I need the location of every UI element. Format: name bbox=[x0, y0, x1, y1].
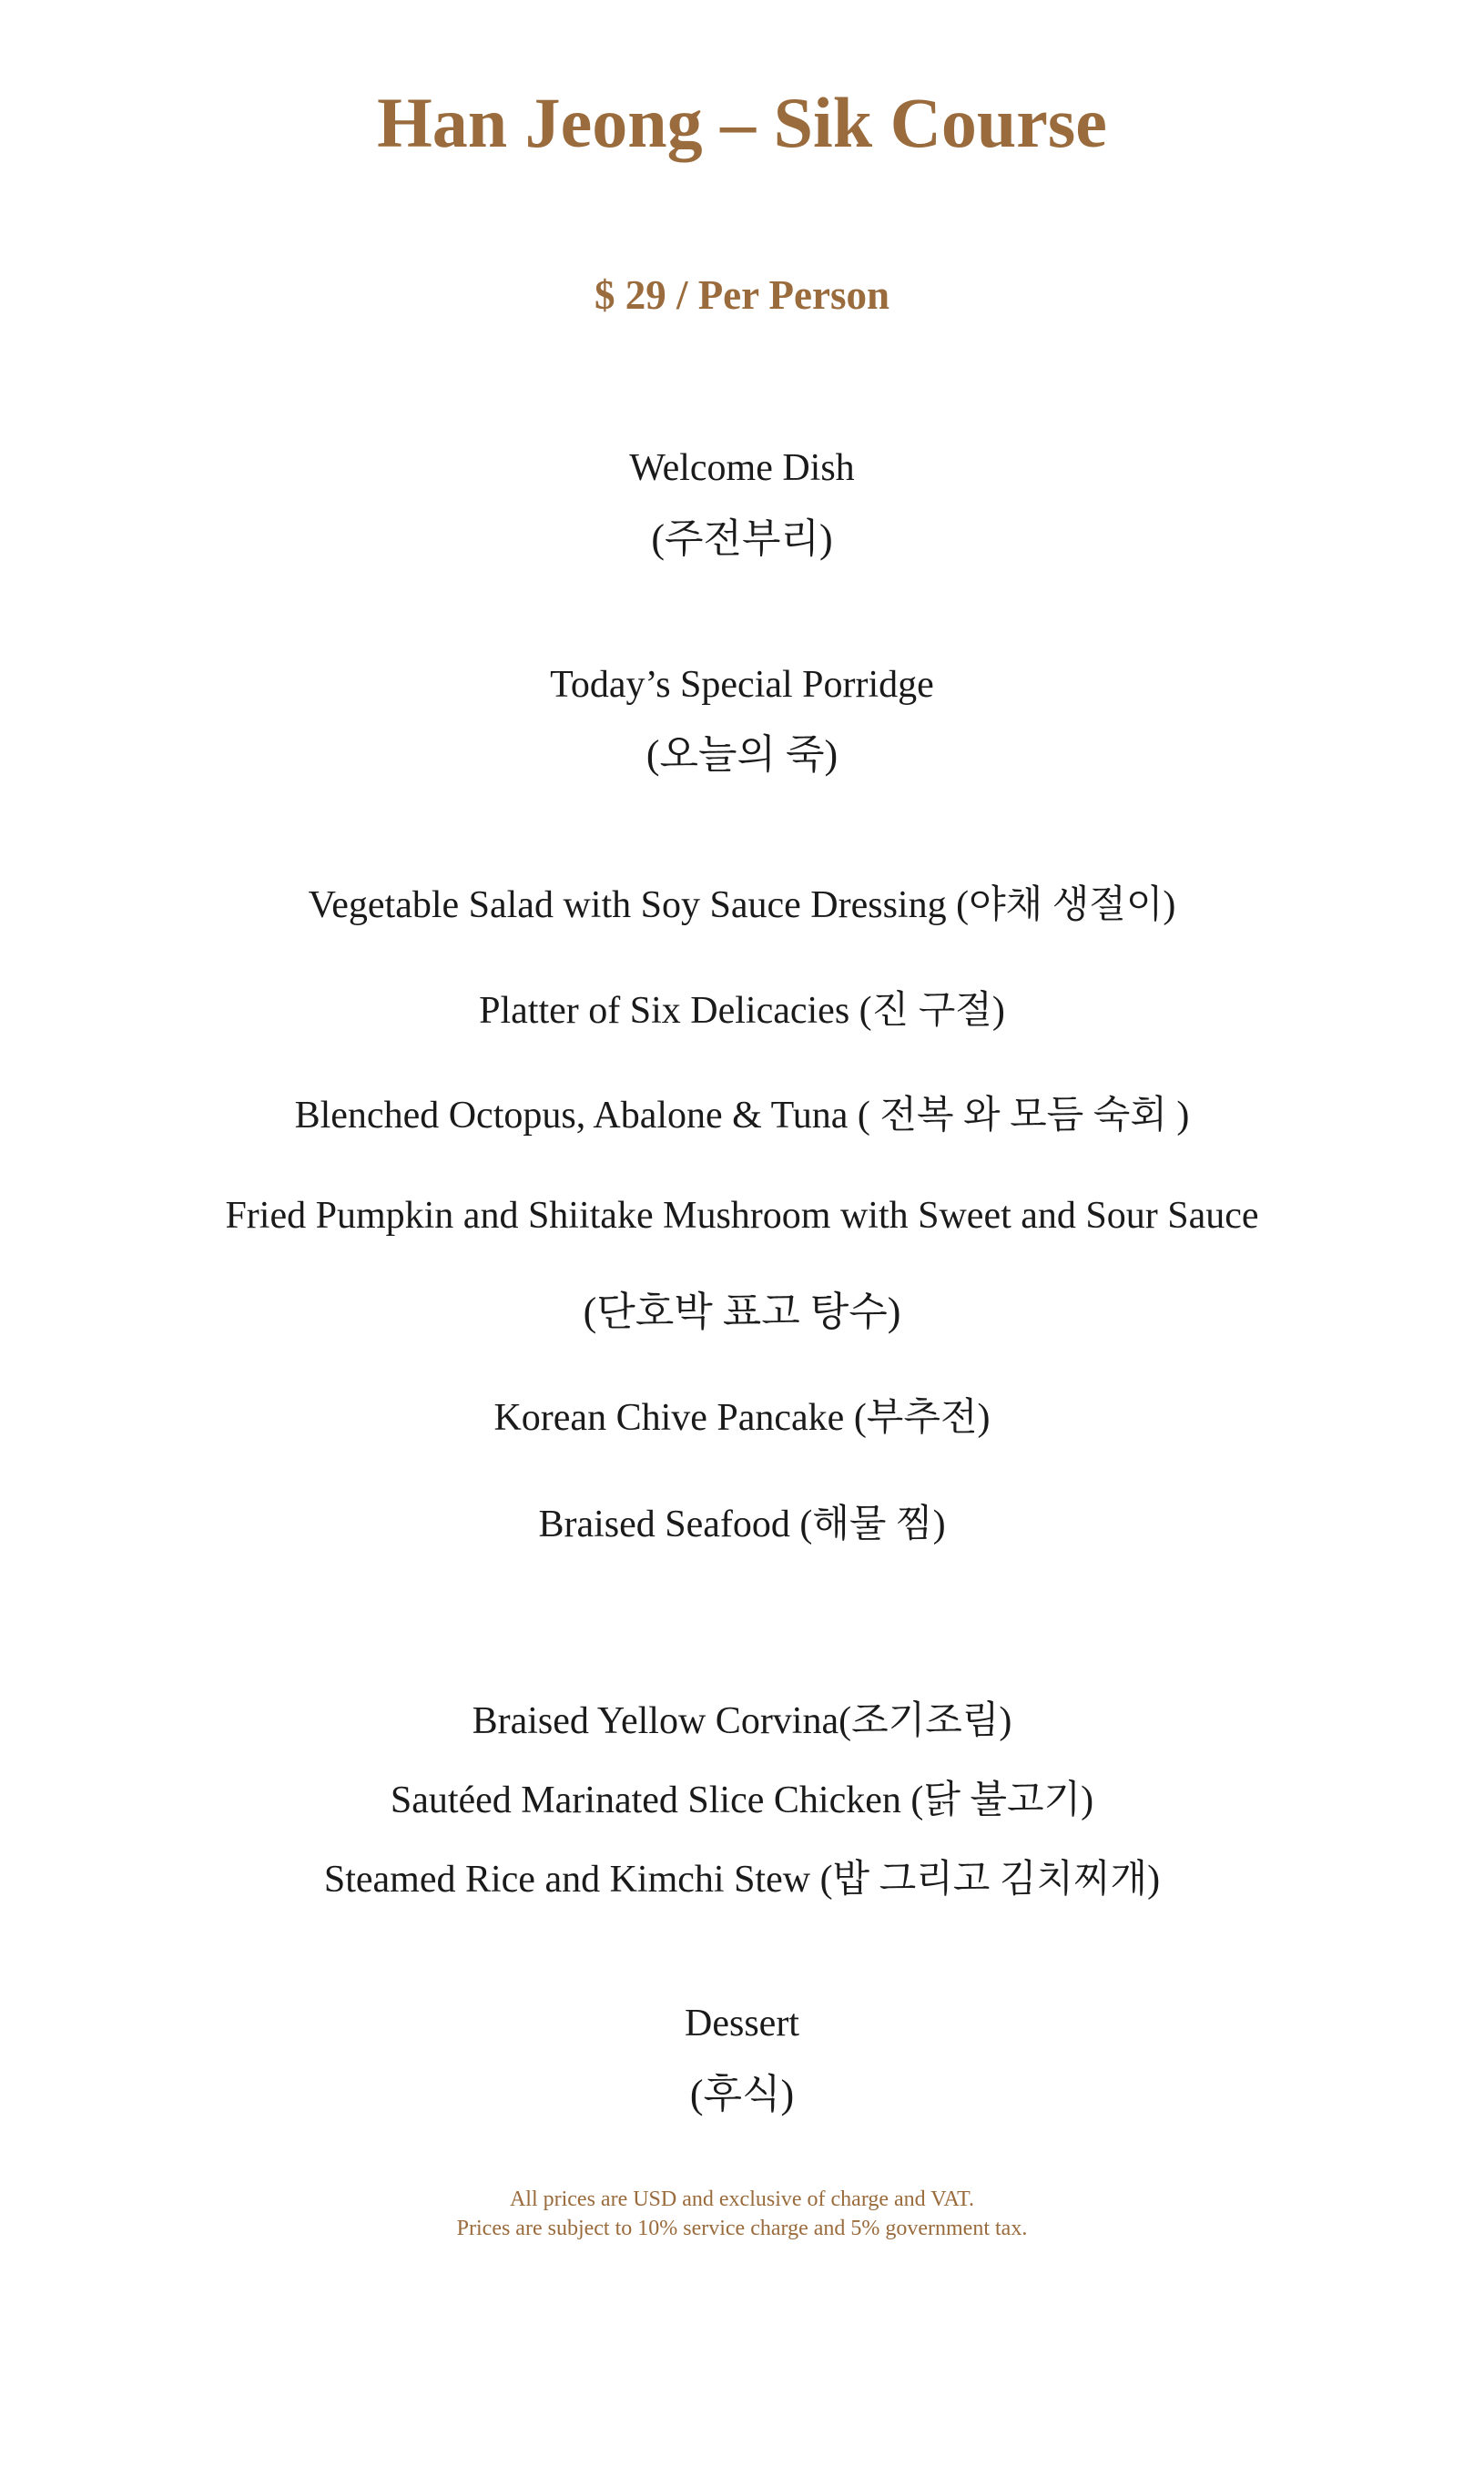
item-braised-seafood: Braised Seafood (해물 찜) bbox=[538, 1504, 946, 1545]
item-welcome-dish-korean: (주전부리) bbox=[651, 516, 833, 561]
item-octopus-abalone-tuna: Blenched Octopus, Abalone & Tuna ( 전복 와 모듬 숙회 ) bbox=[294, 1095, 1190, 1137]
footer-note-currency: All prices are USD and exclusive of charge and VAT. bbox=[509, 2187, 975, 2211]
item-fried-pumpkin: Fried Pumpkin and Shiitake Mushroom with Sweet and Sour Sauce bbox=[225, 1195, 1259, 1237]
item-dessert: Dessert bbox=[685, 2003, 799, 2044]
item-fried-pumpkin-korean: (단호박 표고 탕수) bbox=[583, 1290, 901, 1334]
item-chive-pancake: Korean Chive Pancake (부추전) bbox=[493, 1397, 991, 1439]
price-per-person: $ 29 / Per Person bbox=[594, 272, 890, 318]
item-dessert-korean: (후식) bbox=[689, 2072, 795, 2116]
footer-note-charges: Prices are subject to 10% service charge and 5% government tax. bbox=[456, 2217, 1028, 2240]
item-special-porridge: Today’s Special Porridge bbox=[550, 664, 934, 706]
item-braised-corvina: Braised Yellow Corvina(조기조림) bbox=[472, 1700, 1012, 1742]
item-special-porridge-korean: (오늘의 죽) bbox=[645, 732, 839, 777]
item-six-delicacies: Platter of Six Delicacies (진 구절) bbox=[479, 990, 1005, 1032]
item-marinated-chicken: Sautéed Marinated Slice Chicken (닭 불고기) bbox=[390, 1779, 1094, 1821]
item-rice-kimchi-stew: Steamed Rice and Kimchi Stew (밥 그리고 김치찌개) bbox=[323, 1859, 1161, 1901]
menu-title: Han Jeong – Sik Course bbox=[377, 83, 1107, 162]
item-vegetable-salad: Vegetable Salad with Soy Sauce Dressing (야채 생절이) bbox=[308, 884, 1176, 926]
item-welcome-dish: Welcome Dish bbox=[629, 447, 855, 489]
